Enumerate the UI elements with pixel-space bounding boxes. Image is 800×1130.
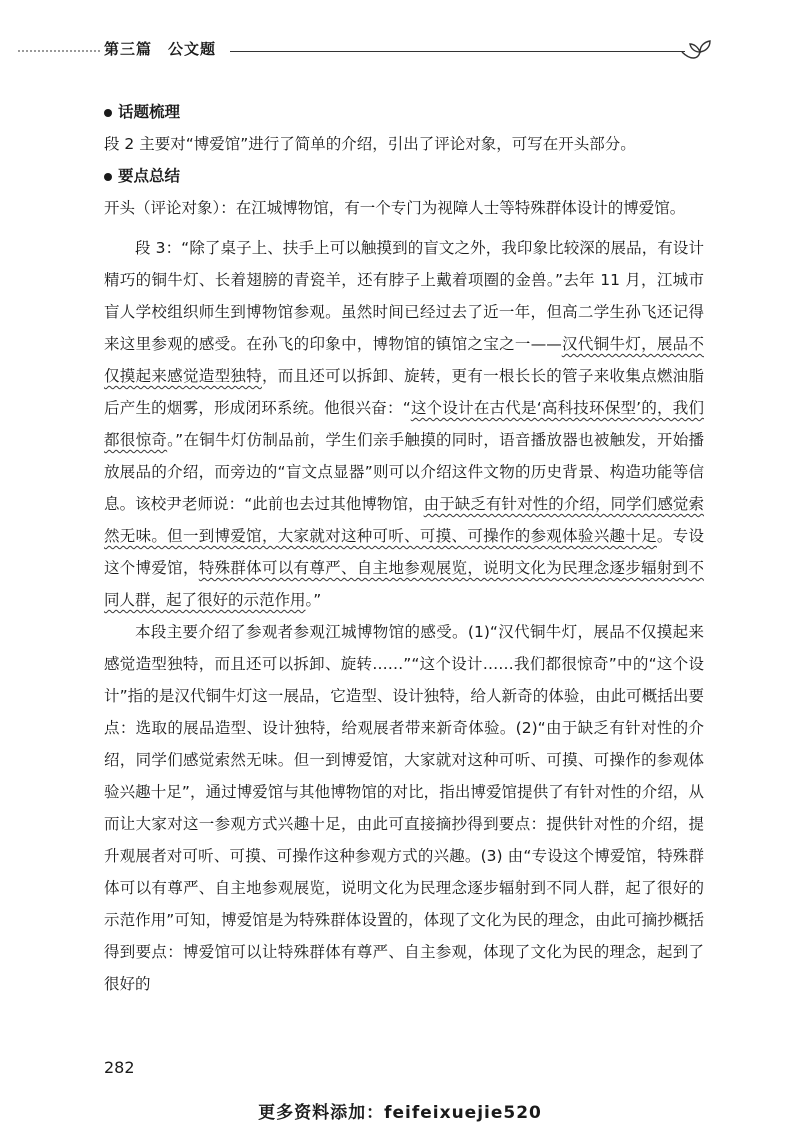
bullet-icon [104, 173, 112, 181]
wavy-underline: 汉代铜牛灯，展品不仅摸起来感觉造型独特 [104, 335, 704, 385]
header-rule [230, 51, 685, 52]
sprout-icon [680, 38, 720, 64]
wavy-underline: 由于缺乏有针对性的介绍，同学们感觉索然无味。但一到博爱馆，大家就对这种可听、可摸、可操作的参观体验兴趣十足 [104, 495, 704, 545]
running-header [0, 38, 800, 78]
header-dotted-line [18, 50, 100, 54]
footer-note: 更多资料添加：feifeixuejie520 [258, 1103, 542, 1123]
quoted-paragraph: 段 3：“除了桌子上、扶手上可以触摸到的盲文之外，我印象比较深的展品，有设计精巧的铜牛灯、长着翅膀的青瓷羊，还有脖子上戴着项圈的金兽。”去年 11 月，江城市盲人学校组织师生到博物馆参观。虽然时间已经过去了近一年，但高二学生孙飞还记得来这里参观的感受。在孙飞的印象中，博物馆的镇馆之宝之一——汉代铜牛灯，展品不仅摸起来感觉造型独特，而且还可以拆卸、旋转，更有一根长长的管子来收集点燃油脂后产生的烟雾，形成闭环系统。他很兴奋：“这个设计在古代是‘高科技环保型’的，我们都很惊奇。”在铜牛灯仿制品前，学生们亲手触摸的同时，语音播放器也被触发，开始播放展品的介绍，而旁边的“盲文点显器”则可以介绍这件文物的历史背景、构造功能等信息。该校尹老师说：“此前也去过其他博物馆，由于缺乏有针对性的介绍，同学们感觉索然无味。但一到博爱馆，大家就对这种可听、可摸、可操作的参观体验兴趣十足。专设这个博爱馆，特殊群体可以有尊严、自主地参观展览，说明文化为民理念逐步辐射到不同人群，起了很好的示范作用。” [104, 239, 704, 609]
topic-text: 段 2 主要对“博爱馆”进行了简单的介绍，引出了评论对象，可写在开头部分。 [104, 135, 636, 153]
bullet-icon [104, 109, 112, 117]
page-number: 282 [104, 1058, 135, 1077]
topic-heading: 话题梳理 [104, 96, 704, 128]
header-part: 第三篇 [104, 40, 153, 58]
body-content [104, 96, 704, 1000]
wavy-underline: 这个设计在古代是‘高科技环保型’的，我们都很惊奇 [104, 399, 704, 449]
analysis-paragraph: 本段主要介绍了参观者参观江城博物馆的感受。(1)“汉代铜牛灯，展品不仅摸起来感觉造型独特，而且还可以拆卸、旋转……”“这个设计……我们都很惊奇”中的“这个设计”指的是汉代铜牛灯这一展品，它造型、设计独特，给人新奇的体验，由此可概括出要点：选取的展品造型、设计独特，给观展者带来新奇体验。(2)“由于缺乏有针对性的介绍，同学们感觉索然无味。但一到博爱馆，大家就对这种可听、可摸、可操作的参观体验兴趣十足”，通过博爱馆与其他博物馆的对比，指出博爱馆提供了有针对性的介绍，从而让大家对这一参观方式兴趣十足，由此可直接摘抄得到要点：提供针对性的介绍，提升观展者对可听、可摸、可操作这种参观方式的兴趣。(3) 由“专设这个博爱馆，特殊群体可以有尊严、自主地参观展览，说明文化为民理念逐步辐射到不同人群，起了很好的示范作用”可知，博爱馆是为特殊群体设置的，体现了文化为民的理念，由此可摘抄概括得到要点：博爱馆可以让特殊群体有尊严、自主参观，体现了文化为民的理念，起到了很好的 [104, 623, 704, 993]
header-title [104, 38, 216, 59]
wavy-underline: 特殊群体可以有尊严、自主地参观展览，说明文化为民理念逐步辐射到不同人群，起了很好的示范作用 [104, 559, 704, 609]
summary-heading: 要点总结 [104, 160, 704, 192]
header-section: 公文题 [168, 40, 217, 58]
summary-text: 开头（评论对象）：在江城博物馆，有一个专门为视障人士等特殊群体设计的博爱馆。 [104, 199, 686, 217]
